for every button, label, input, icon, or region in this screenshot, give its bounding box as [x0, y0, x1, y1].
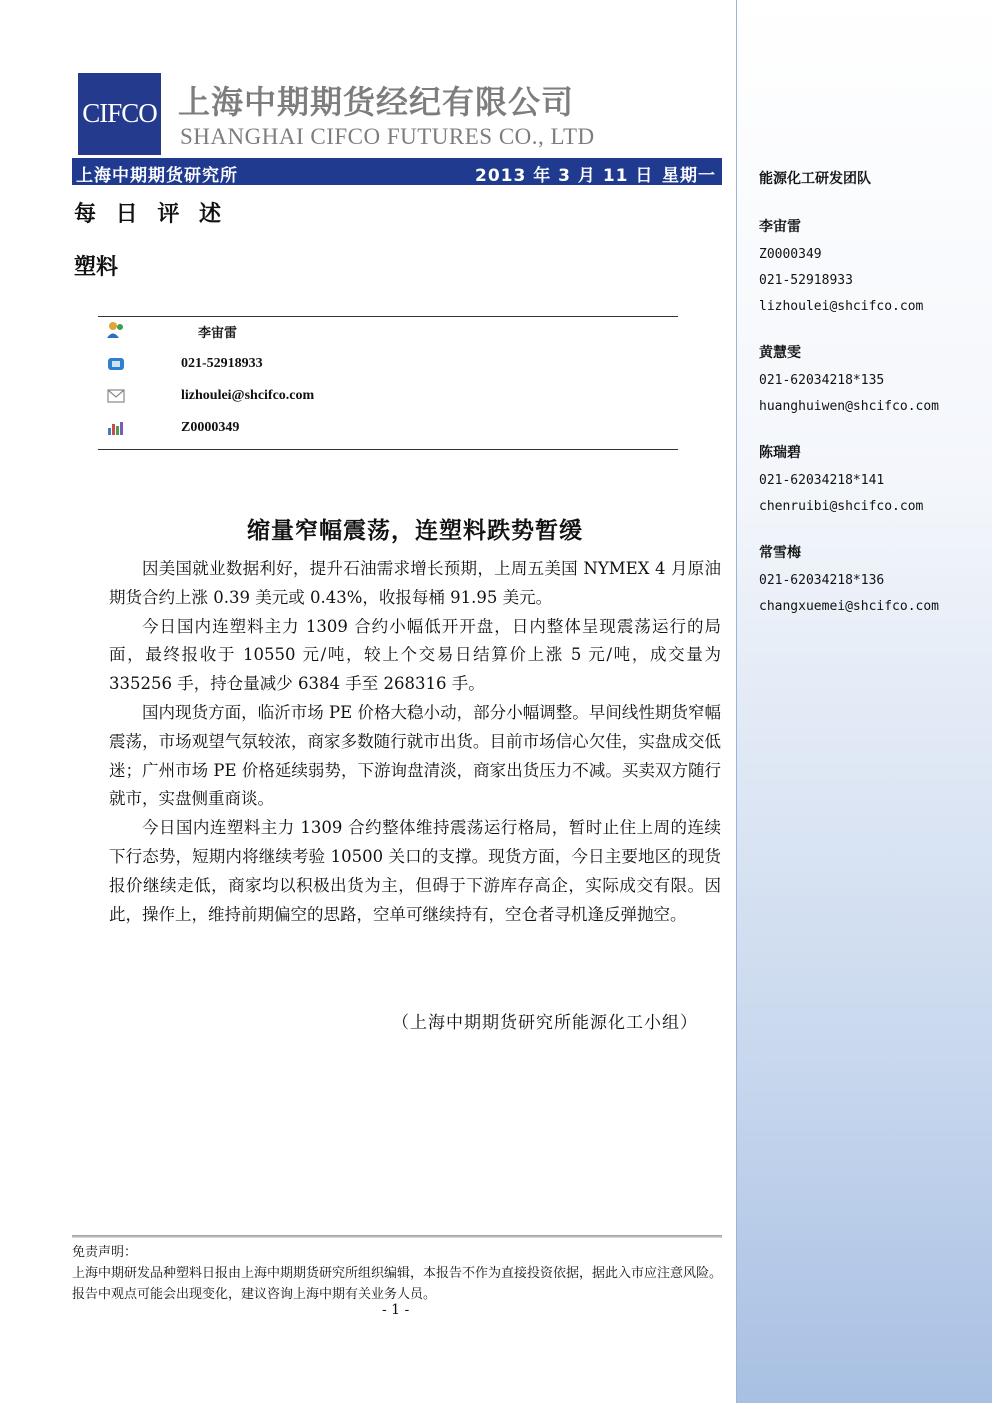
logo-text: CIFCO [82, 98, 157, 128]
institute-name: 上海中期期货研究所 [76, 166, 238, 186]
research-team-sidebar [736, 0, 992, 1403]
article-signature: （上海中期期货研究所能源化工小组） [392, 1013, 698, 1033]
analyst-license: Z0000349 [181, 420, 240, 435]
member-phone: 021-62034218*141 [759, 473, 885, 488]
phone-icon [106, 355, 126, 373]
header-bar [72, 158, 722, 185]
team-member [759, 342, 989, 420]
member-name: 常雪梅 [759, 545, 801, 561]
member-phone: 021-62034218*135 [759, 373, 885, 388]
disclaimer-text: 上海中期研发品种塑料日报由上海中期期货研究所组织编辑，本报告不作为直接投资依据，据此入市应注意风险。报告中观点可能会出现变化，建议咨询上海中期有关业务人员。 [72, 1266, 723, 1302]
article-body [109, 555, 721, 929]
section-title: 每 日 评 述 [74, 201, 227, 227]
member-phone: 021-62034218*136 [759, 573, 885, 588]
member-email[interactable]: changxuemei@shcifco.com [759, 599, 940, 614]
member-name: 黄慧雯 [759, 345, 801, 361]
disclaimer [72, 1242, 722, 1305]
member-phone: 021-52918933 [759, 273, 853, 288]
analyst-email[interactable]: lizhoulei@shcifco.com [181, 388, 315, 403]
company-logo [78, 73, 161, 155]
team-member [759, 216, 989, 320]
report-weekday: 星期一 [662, 166, 716, 186]
article-paragraph: 今日国内连塑料主力 1309 合约整体维持震荡运行格局，暂时止住上周的连续下行态势，短期内将继续考验 10500 关口的支撑。现货方面，今日主要地区的现货报价继续走低，商家均以积极出货为主，但碍于下游库存高企，实际成交有限。因此，操作上，维持前期偏空的思路，空单可继续持有，空仓者寻机逢反弹抛空。 [109, 818, 721, 924]
company-name-cn: 上海中期期货经纪有限公司 [178, 83, 575, 121]
article-headline: 缩量窄幅震荡，连塑料跌势暂缓 [247, 518, 583, 544]
team-title: 能源化工研发团队 [759, 171, 871, 187]
disclaimer-title: 免责声明： [72, 1245, 138, 1260]
analyst-phone: 021-52918933 [181, 356, 263, 371]
analyst-contact-box [98, 316, 678, 450]
member-email[interactable]: lizhoulei@shcifco.com [759, 299, 924, 314]
team-member [759, 542, 989, 620]
article-paragraph: 今日国内连塑料主力 1309 合约小幅低开开盘，日内整体呈现震荡运行的局面，最终报收于 10550 元/吨，较上个交易日结算价上涨 5 元/吨，成交量为 335256 手，持仓量减少 6384 手至 268316 手。 [109, 616, 721, 694]
member-license: Z0000349 [759, 247, 822, 262]
article-paragraph: 因美国就业数据利好，提升石油需求增长预期，上周五美国 NYMEX 4 月原油期货合约上涨 0.39 美元或 0.43%，收报每桶 91.95 美元。 [109, 559, 721, 607]
chart-icon [106, 419, 126, 437]
member-email[interactable]: huanghuiwen@shcifco.com [759, 399, 940, 414]
footer-divider [72, 1235, 722, 1238]
company-name-en: SHANGHAI CIFCO FUTURES CO., LTD [180, 124, 595, 149]
member-name: 李宙雷 [759, 219, 801, 235]
mail-icon [106, 387, 126, 405]
article-paragraph: 国内现货方面，临沂市场 PE 价格大稳小动，部分小幅调整。早间线性期货窄幅震荡，市场观望气氛较浓，商家多数随行就市出货。目前市场信心欠佳，实盘成交低迷；广州市场 PE 价格延续弱势，下游询盘清淡，商家出货压力不减。买卖双方随行就市，实盘侧重商谈。 [109, 702, 721, 809]
analyst-name: 李宙雷 [198, 326, 238, 341]
product-title: 塑料 [74, 254, 119, 280]
page-number: - 1 - [382, 1302, 410, 1318]
person-icon [106, 321, 126, 339]
member-name: 陈瑞碧 [759, 445, 801, 461]
member-email[interactable]: chenruibi@shcifco.com [759, 499, 924, 514]
team-member [759, 442, 989, 520]
report-date: 2013 年 3 月 11 日 [475, 166, 654, 186]
